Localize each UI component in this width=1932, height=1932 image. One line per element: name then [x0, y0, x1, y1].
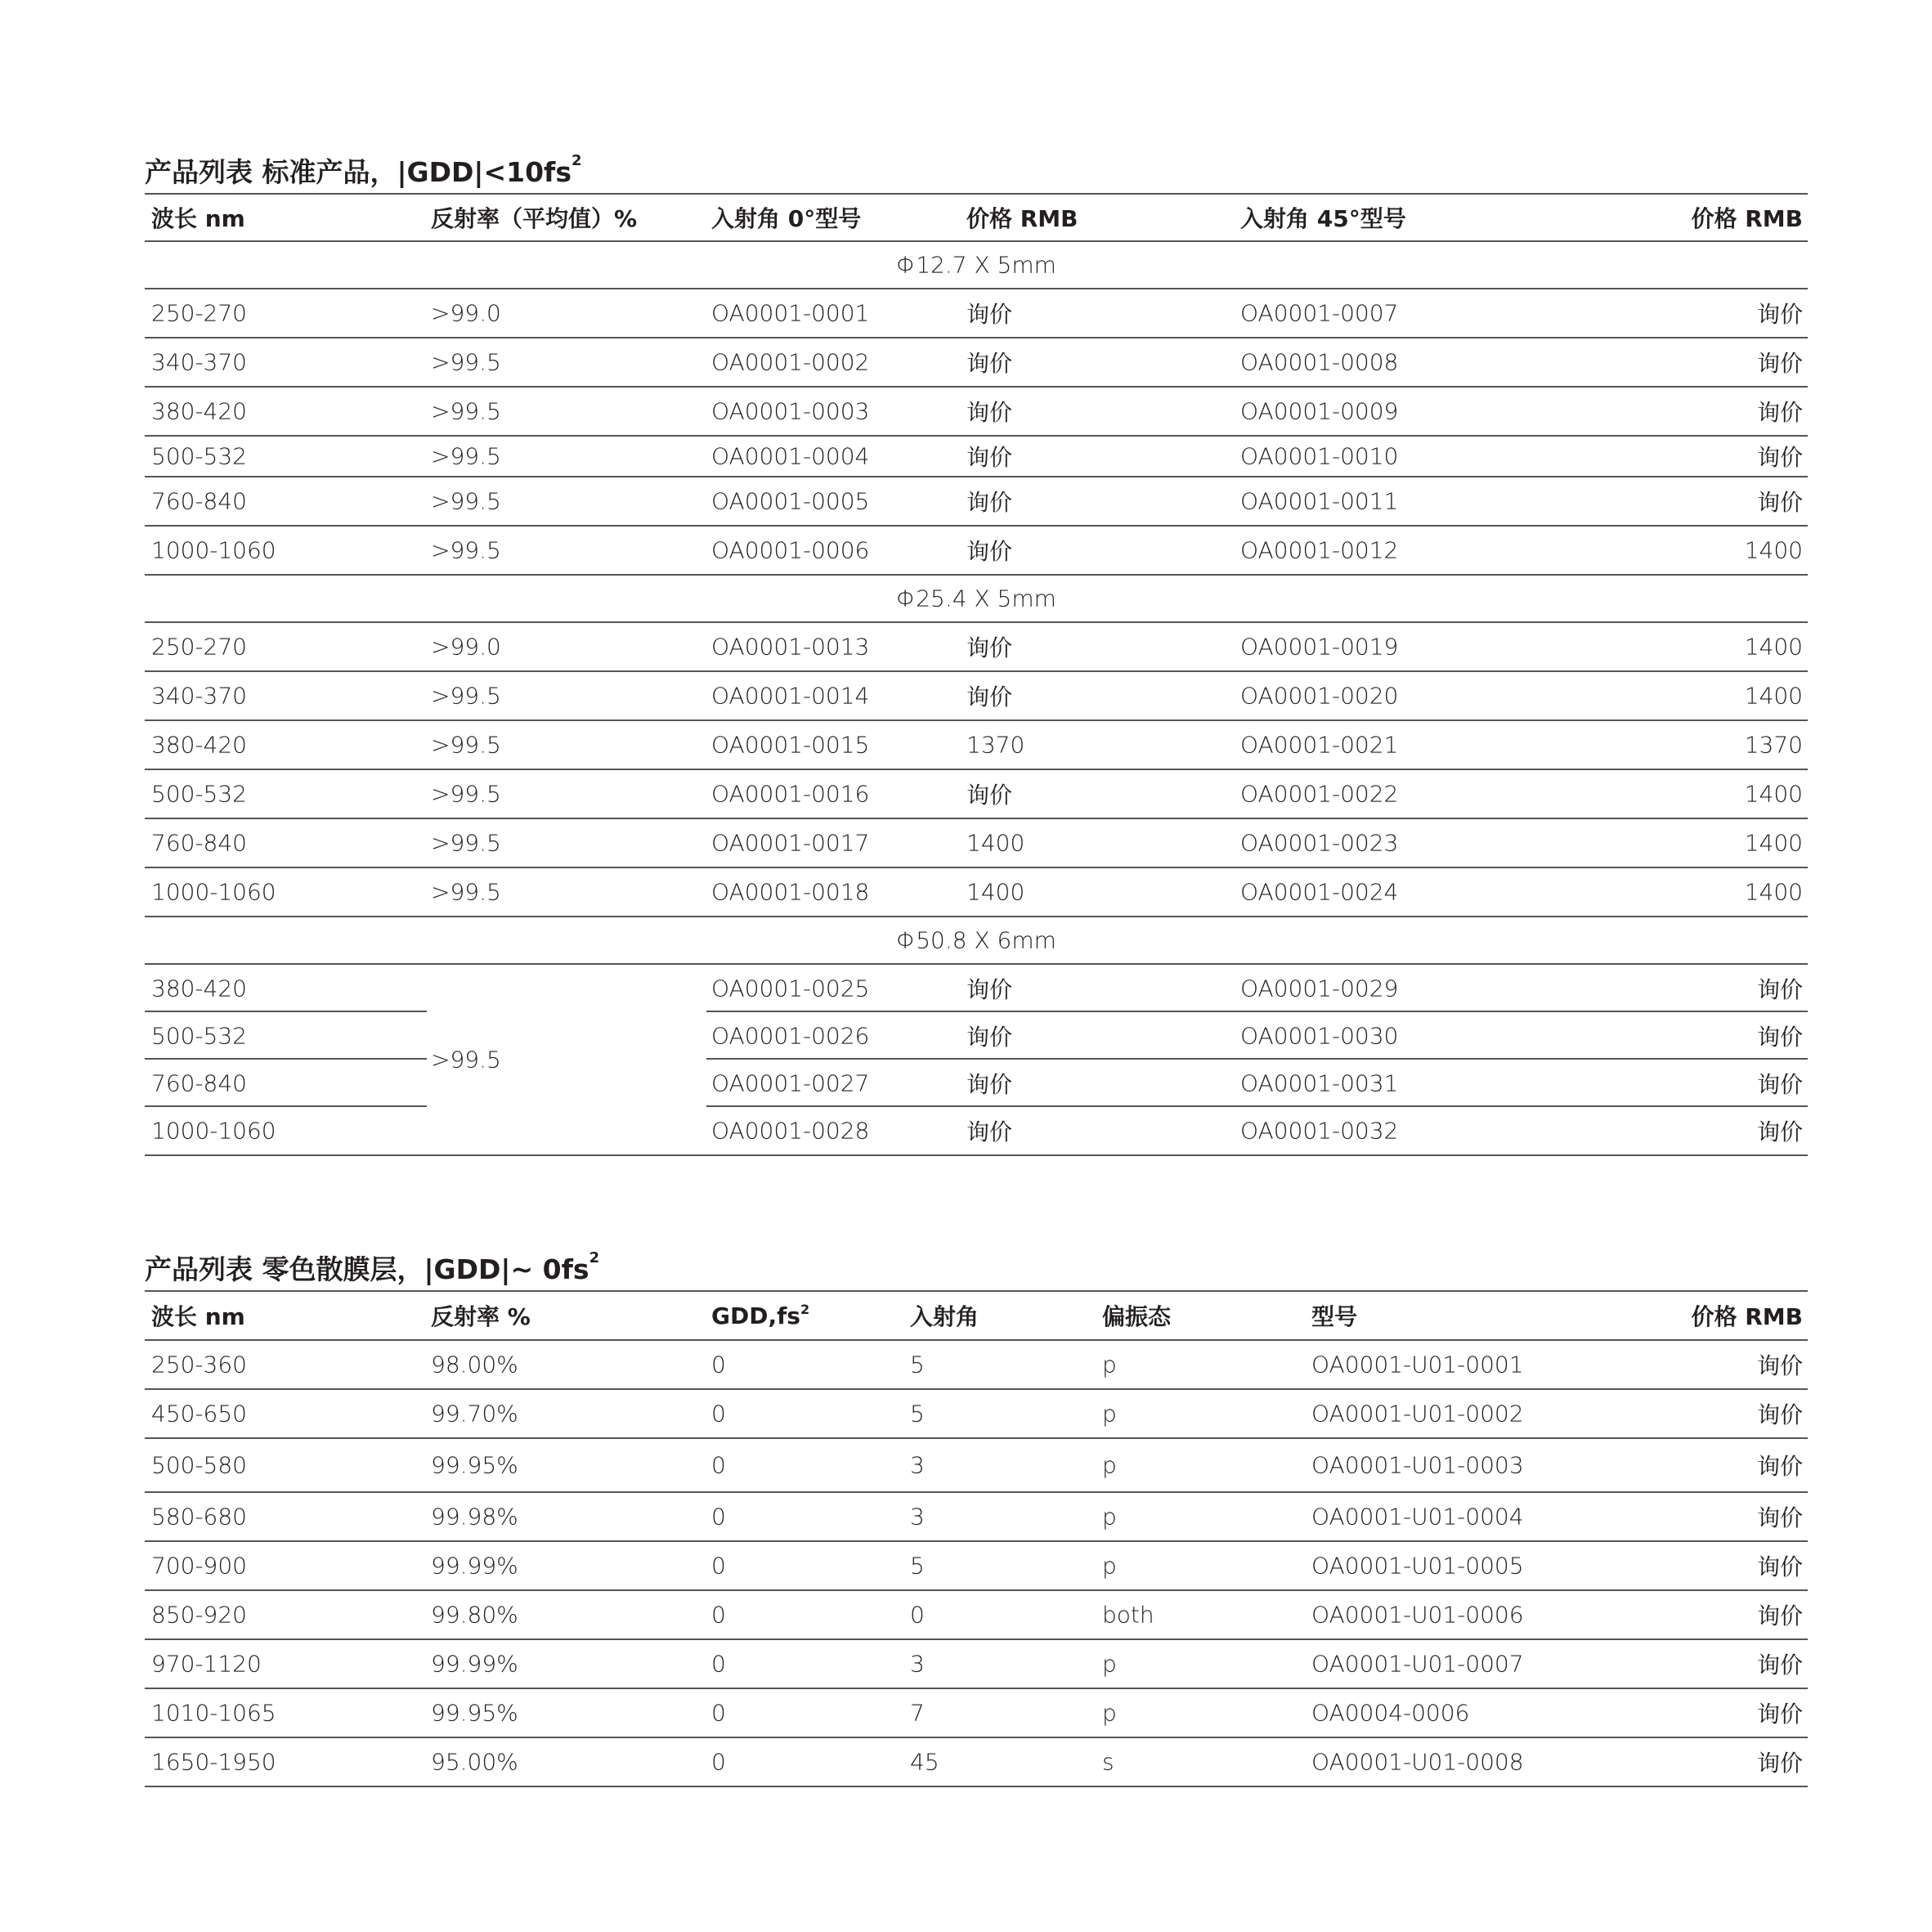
model-45deg-cell: OA0001-0009 — [1240, 397, 1399, 425]
price-cell: 询价 — [1756, 1652, 1803, 1679]
header-gdd-superscript: 2 — [800, 1302, 810, 1317]
price-45deg-cell: 1400 — [1744, 536, 1803, 564]
price-45deg-cell: 1400 — [1744, 878, 1803, 906]
gdd-cell: 0 — [711, 1351, 726, 1378]
gdd-cell: 0 — [711, 1552, 726, 1580]
reflectance-cell: >99.5 — [431, 878, 501, 906]
table-row — [145, 721, 1808, 770]
table-row — [145, 338, 1808, 388]
wavelength-cell: 760-840 — [151, 1069, 247, 1097]
gdd-cell: 0 — [711, 1650, 726, 1678]
section-title-zero-dispersion — [145, 1235, 1808, 1290]
header-price-45deg: 价格 RMB — [1691, 205, 1803, 232]
reflectance-cell: >99.5 — [431, 442, 501, 470]
header-wavelength: 波长 nm — [151, 205, 245, 232]
reflectance-cell: 99.95% — [431, 1451, 518, 1479]
reflectance-cell: >99.5 — [431, 536, 501, 564]
wavelength-cell: 250-270 — [151, 633, 247, 661]
header-model-45deg: 入射角 45°型号 — [1240, 205, 1406, 232]
section-title-superscript: 2 — [572, 152, 582, 169]
price-45deg-cell: 询价 — [1756, 976, 1803, 1003]
model-45deg-cell: OA0001-0022 — [1240, 780, 1399, 808]
wavelength-cell: 380-420 — [151, 731, 247, 759]
model-cell: OA0001-U01-0001 — [1311, 1351, 1524, 1378]
size-group-label: Φ12.7 X 5mm — [896, 251, 1056, 279]
model-0deg-cell: OA0001-0016 — [711, 780, 870, 808]
table-row — [145, 1640, 1808, 1689]
price-0deg-cell: 询价 — [966, 1071, 1013, 1098]
gdd-cell: 0 — [711, 1451, 726, 1479]
polarization-cell: p — [1102, 1351, 1117, 1378]
model-cell: OA0001-U01-0004 — [1311, 1503, 1524, 1531]
price-0deg-cell: 1370 — [966, 731, 1025, 759]
standard-products-section — [145, 137, 1808, 1156]
wavelength-cell: 850-920 — [151, 1601, 247, 1629]
header-wavelength: 波长 nm — [151, 1303, 245, 1330]
wavelength-cell: 380-420 — [151, 975, 247, 1002]
model-cell: OA0001-U01-0007 — [1311, 1650, 1524, 1678]
header-price: 价格 RMB — [1691, 1303, 1803, 1330]
model-45deg-cell: OA0001-0032 — [1240, 1117, 1399, 1145]
price-45deg-cell: 询价 — [1756, 1118, 1803, 1145]
table-row — [145, 1689, 1808, 1738]
polarization-cell: p — [1102, 1650, 1117, 1678]
wavelength-cell: 380-420 — [151, 397, 247, 425]
price-45deg-cell: 询价 — [1756, 489, 1803, 516]
header-gdd-text: GDD,fs — [711, 1302, 800, 1329]
model-0deg-cell: OA0001-0028 — [711, 1117, 870, 1145]
price-45deg-cell: 1400 — [1744, 780, 1803, 808]
price-45deg-cell: 询价 — [1756, 350, 1803, 377]
price-0deg-cell: 询价 — [966, 444, 1013, 471]
price-0deg-cell: 询价 — [966, 684, 1013, 710]
price-0deg-cell: 询价 — [966, 1118, 1013, 1145]
section-title-text: 产品列表 零色散膜层，|GDD|~ 0fs — [145, 1253, 589, 1285]
wavelength-cell: 1000-1060 — [151, 1117, 276, 1145]
wavelength-cell: 760-840 — [151, 487, 247, 515]
header-polarization: 偏振态 — [1102, 1303, 1172, 1330]
table-row — [145, 1542, 1808, 1591]
model-cell: OA0001-U01-0003 — [1311, 1451, 1524, 1479]
header-model-0deg: 入射角 0°型号 — [711, 205, 862, 232]
price-45deg-cell: 1400 — [1744, 633, 1803, 661]
wavelength-cell: 1650-1950 — [151, 1748, 276, 1776]
polarization-cell: p — [1102, 1451, 1117, 1479]
table-row — [145, 1439, 1808, 1493]
price-cell: 询价 — [1756, 1701, 1803, 1728]
reflectance-cell: >99.5 — [431, 397, 501, 425]
section-title-standard — [145, 137, 1808, 193]
model-45deg-cell: OA0001-0031 — [1240, 1069, 1399, 1097]
wavelength-cell: 250-360 — [151, 1351, 247, 1378]
price-45deg-cell: 询价 — [1756, 399, 1803, 426]
wavelength-cell: 340-370 — [151, 682, 247, 710]
model-45deg-cell: OA0001-0030 — [1240, 1022, 1399, 1050]
model-0deg-cell: OA0001-0006 — [711, 536, 870, 564]
model-45deg-cell: OA0001-0019 — [1240, 633, 1399, 661]
incidence-angle-cell: 3 — [910, 1650, 925, 1678]
reflectance-cell: >99.5 — [431, 731, 501, 759]
header-reflectance: 反射率（平均值）% — [431, 205, 638, 232]
model-cell: OA0001-U01-0008 — [1311, 1748, 1524, 1776]
merged-row-block — [145, 965, 1808, 1156]
model-0deg-cell: OA0001-0025 — [711, 975, 870, 1002]
table-row — [145, 623, 1808, 672]
model-0deg-cell: OA0001-0005 — [711, 487, 870, 515]
reflectance-cell: >99.0 — [431, 633, 501, 661]
zero-dispersion-table — [145, 1290, 1808, 1787]
table-row — [145, 1060, 1808, 1107]
table-row — [145, 289, 1808, 338]
price-45deg-cell: 询价 — [1756, 444, 1803, 471]
reflectance-cell: >99.5 — [431, 348, 501, 376]
incidence-angle-cell: 0 — [910, 1601, 925, 1629]
wavelength-cell: 450-650 — [151, 1400, 247, 1428]
polarization-cell: p — [1102, 1699, 1117, 1727]
header-gdd — [711, 1302, 809, 1329]
incidence-angle-cell: 3 — [910, 1503, 925, 1531]
wavelength-cell: 500-532 — [151, 780, 247, 808]
price-cell: 询价 — [1756, 1553, 1803, 1580]
table-row — [145, 1107, 1808, 1154]
section-title-superscript: 2 — [589, 1249, 600, 1266]
size-group-row — [145, 917, 1808, 965]
reflectance-cell: >99.5 — [431, 487, 501, 515]
model-45deg-cell: OA0001-0011 — [1240, 487, 1399, 515]
table-row — [145, 477, 1808, 527]
price-45deg-cell: 询价 — [1756, 1071, 1803, 1098]
reflectance-cell: 99.70% — [431, 1400, 518, 1428]
size-group-row — [145, 576, 1808, 623]
price-45deg-cell: 1400 — [1744, 829, 1803, 857]
size-group-label: Φ50.8 X 6mm — [896, 926, 1056, 954]
table-row — [145, 965, 1808, 1012]
reflectance-cell: 99.99% — [431, 1650, 518, 1678]
model-0deg-cell: OA0001-0014 — [711, 682, 870, 710]
price-0deg-cell: 询价 — [966, 538, 1013, 565]
table-row — [145, 819, 1808, 868]
wavelength-cell: 1010-1065 — [151, 1699, 276, 1727]
reflectance-cell: 99.80% — [431, 1601, 518, 1629]
model-45deg-cell: OA0001-0024 — [1240, 878, 1399, 906]
price-cell: 询价 — [1756, 1750, 1803, 1777]
table-row — [145, 1591, 1808, 1640]
incidence-angle-cell: 7 — [910, 1699, 925, 1727]
reflectance-cell: >99.5 — [431, 829, 501, 857]
polarization-cell: p — [1102, 1503, 1117, 1531]
size-group-row — [145, 242, 1808, 289]
model-0deg-cell: OA0001-0013 — [711, 633, 870, 661]
reflectance-cell: 98.00% — [431, 1351, 518, 1378]
gdd-cell: 0 — [711, 1748, 726, 1776]
header-model: 型号 — [1311, 1303, 1358, 1330]
table-row — [145, 868, 1808, 917]
table-row — [145, 1738, 1808, 1787]
price-0deg-cell: 1400 — [966, 878, 1025, 906]
price-45deg-cell: 询价 — [1756, 1024, 1803, 1051]
incidence-angle-cell: 45 — [910, 1748, 939, 1776]
model-0deg-cell: OA0001-0015 — [711, 731, 870, 759]
model-0deg-cell: OA0001-0017 — [711, 829, 870, 857]
reflectance-cell: 99.95% — [431, 1699, 518, 1727]
price-45deg-cell: 询价 — [1756, 301, 1803, 328]
standard-products-table — [145, 193, 1808, 1156]
model-0deg-cell: OA0001-0004 — [711, 442, 870, 470]
polarization-cell: p — [1102, 1400, 1117, 1428]
price-45deg-cell: 1370 — [1744, 731, 1803, 759]
reflectance-cell: >99.5 — [431, 780, 501, 808]
price-cell: 询价 — [1756, 1504, 1803, 1531]
model-0deg-cell: OA0001-0003 — [711, 397, 870, 425]
price-0deg-cell: 询价 — [966, 782, 1013, 809]
reflectance-cell: 99.99% — [431, 1552, 518, 1580]
table-row — [145, 1341, 1808, 1390]
model-cell: OA0004-0006 — [1311, 1699, 1470, 1727]
model-0deg-cell: OA0001-0018 — [711, 878, 870, 906]
reflectance-cell: >99.5 — [431, 682, 501, 710]
table-header-row — [145, 195, 1808, 242]
price-cell: 询价 — [1756, 1401, 1803, 1428]
table-header-row — [145, 1292, 1808, 1341]
incidence-angle-cell: 5 — [910, 1351, 925, 1378]
price-0deg-cell: 询价 — [966, 489, 1013, 516]
price-0deg-cell: 1400 — [966, 829, 1025, 857]
wavelength-cell: 580-680 — [151, 1503, 247, 1531]
model-45deg-cell: OA0001-0020 — [1240, 682, 1399, 710]
model-0deg-cell: OA0001-0001 — [711, 299, 870, 327]
model-45deg-cell: OA0001-0008 — [1240, 348, 1399, 376]
gdd-cell: 0 — [711, 1400, 726, 1428]
table-row — [145, 770, 1808, 819]
price-0deg-cell: 询价 — [966, 976, 1013, 1003]
model-cell: OA0001-U01-0002 — [1311, 1400, 1524, 1428]
price-0deg-cell: 询价 — [966, 1024, 1013, 1051]
polarization-cell: p — [1102, 1552, 1117, 1580]
table-row — [145, 1493, 1808, 1542]
price-cell: 询价 — [1756, 1352, 1803, 1379]
reflectance-cell: 99.98% — [431, 1503, 518, 1531]
reflectance-cell: >99.0 — [431, 299, 501, 327]
wavelength-cell: 760-840 — [151, 829, 247, 857]
model-45deg-cell: OA0001-0010 — [1240, 442, 1399, 470]
wavelength-cell: 1000-1060 — [151, 536, 276, 564]
section-title-text: 产品列表 标准产品，|GDD|<10fs — [145, 156, 572, 188]
header-incidence-angle: 入射角 — [910, 1303, 979, 1330]
incidence-angle-cell: 5 — [910, 1400, 925, 1428]
wavelength-cell: 700-900 — [151, 1552, 247, 1580]
polarization-cell: s — [1102, 1748, 1114, 1776]
model-0deg-cell: OA0001-0026 — [711, 1022, 870, 1050]
price-cell: 询价 — [1756, 1603, 1803, 1629]
polarization-cell: both — [1102, 1601, 1154, 1629]
size-group-label: Φ25.4 X 5mm — [896, 585, 1056, 612]
table-row — [145, 672, 1808, 721]
incidence-angle-cell: 3 — [910, 1451, 925, 1479]
table-row — [145, 1012, 1808, 1060]
wavelength-cell: 500-580 — [151, 1451, 247, 1479]
gdd-cell: 0 — [711, 1503, 726, 1531]
wavelength-cell: 970-1120 — [151, 1650, 262, 1678]
model-0deg-cell: OA0001-0002 — [711, 348, 870, 376]
model-45deg-cell: OA0001-0012 — [1240, 536, 1399, 564]
zero-dispersion-section — [145, 1235, 1808, 1787]
model-45deg-cell: OA0001-0029 — [1240, 975, 1399, 1002]
model-45deg-cell: OA0001-0007 — [1240, 299, 1399, 327]
gdd-cell: 0 — [711, 1601, 726, 1629]
incidence-angle-cell: 5 — [910, 1552, 925, 1580]
wavelength-cell: 340-370 — [151, 348, 247, 376]
gdd-cell: 0 — [711, 1699, 726, 1727]
price-0deg-cell: 询价 — [966, 350, 1013, 377]
table-row — [145, 1390, 1808, 1439]
model-45deg-cell: OA0001-0021 — [1240, 731, 1399, 759]
table-row — [145, 388, 1808, 437]
model-cell: OA0001-U01-0006 — [1311, 1601, 1524, 1629]
price-cell: 询价 — [1756, 1453, 1803, 1480]
merged-reflectance-cell: >99.5 — [431, 1046, 501, 1074]
price-0deg-cell: 询价 — [966, 634, 1013, 661]
table-row — [145, 437, 1808, 477]
wavelength-cell: 250-270 — [151, 299, 247, 327]
model-45deg-cell: OA0001-0023 — [1240, 829, 1399, 857]
model-0deg-cell: OA0001-0027 — [711, 1069, 870, 1097]
model-cell: OA0001-U01-0005 — [1311, 1552, 1524, 1580]
wavelength-cell: 500-532 — [151, 442, 247, 470]
wavelength-cell: 500-532 — [151, 1022, 247, 1050]
price-0deg-cell: 询价 — [966, 301, 1013, 328]
header-price-0deg: 价格 RMB — [966, 205, 1078, 232]
table-row — [145, 527, 1808, 576]
reflectance-cell: 95.00% — [431, 1748, 518, 1776]
header-reflectance: 反射率 % — [431, 1303, 531, 1330]
price-0deg-cell: 询价 — [966, 399, 1013, 426]
wavelength-cell: 1000-1060 — [151, 878, 276, 906]
price-45deg-cell: 1400 — [1744, 682, 1803, 710]
